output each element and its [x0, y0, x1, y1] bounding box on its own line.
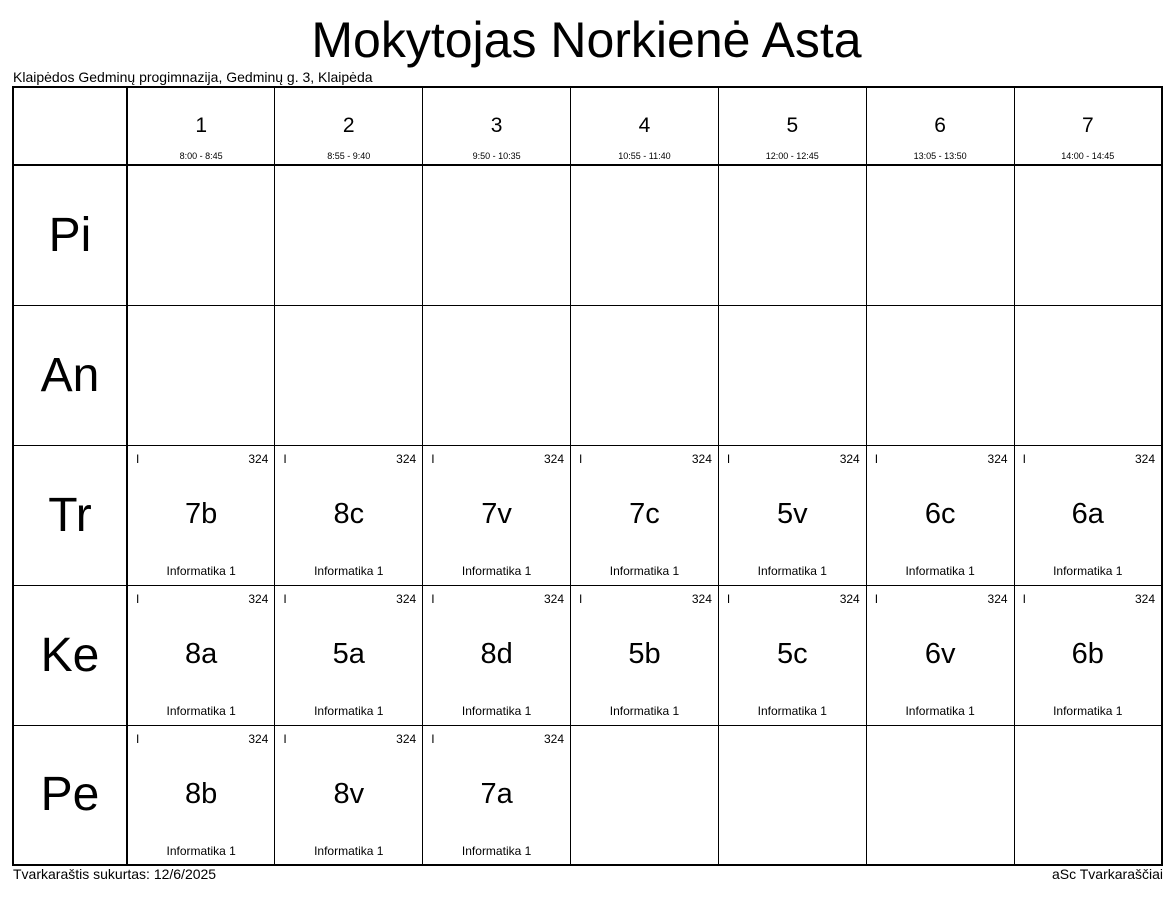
class-name: 7a — [480, 777, 513, 810]
day-label: Tr — [13, 445, 127, 585]
lesson-cell — [423, 445, 571, 585]
lesson-code: I — [579, 591, 583, 606]
class-name: 5b — [628, 637, 661, 670]
subject-name: Informatika 1 — [166, 843, 236, 858]
period-header — [718, 87, 866, 165]
day-row — [13, 725, 1162, 865]
class-name: 8b — [185, 777, 218, 810]
lesson-cell — [718, 445, 866, 585]
subject-name: Informatika 1 — [1053, 563, 1123, 578]
lesson-code: I — [1022, 451, 1026, 466]
lesson-code: I — [1022, 591, 1026, 606]
empty-cell — [718, 305, 866, 445]
subject-name: Informatika 1 — [905, 563, 975, 578]
class-name: 8v — [333, 777, 365, 810]
empty-cell — [1014, 725, 1162, 865]
lesson-code: I — [431, 591, 435, 606]
room-number: 324 — [396, 591, 417, 606]
day-row — [13, 305, 1162, 445]
created-date: Tvarkaraštis sukurtas: 12/6/2025 — [13, 866, 217, 882]
class-name: 7b — [185, 497, 218, 530]
subject-name: Informatika 1 — [905, 703, 975, 718]
subject-name: Informatika 1 — [609, 703, 680, 718]
period-header — [866, 87, 1014, 165]
class-name: 6v — [924, 637, 956, 670]
lesson-cell — [571, 585, 719, 725]
room-number: 324 — [544, 451, 565, 466]
day-label: Pe — [13, 725, 127, 865]
subject-name: Informatika 1 — [461, 843, 532, 858]
lesson-cell — [127, 725, 275, 865]
empty-cell — [866, 165, 1014, 305]
lesson-cell — [423, 725, 571, 865]
room-number: 324 — [839, 451, 860, 466]
empty-cell — [127, 305, 275, 445]
class-name: 8a — [185, 637, 218, 670]
room-number: 324 — [987, 591, 1008, 606]
lesson-code: I — [431, 731, 435, 746]
page-title: Mokytojas Norkienė Asta — [311, 12, 862, 68]
day-row — [13, 165, 1162, 305]
lesson-cell — [275, 445, 423, 585]
empty-cell — [718, 725, 866, 865]
day-label: Pi — [13, 165, 127, 305]
lesson-cell — [423, 585, 571, 725]
day-row — [13, 585, 1162, 725]
subject-name: Informatika 1 — [314, 563, 384, 578]
class-name: 8c — [333, 497, 365, 530]
period-header — [275, 87, 423, 165]
empty-cell — [423, 305, 571, 445]
period-number: 1 — [195, 114, 208, 137]
period-number: 5 — [786, 114, 799, 137]
room-number: 324 — [987, 451, 1008, 466]
period-time: 12:00 - 12:45 — [765, 151, 819, 161]
room-number: 324 — [248, 451, 269, 466]
subject-name: Informatika 1 — [461, 563, 532, 578]
room-number: 324 — [1134, 451, 1155, 466]
room-number: 324 — [396, 731, 417, 746]
class-name: 8d — [480, 637, 513, 670]
period-time: 9:50 - 10:35 — [472, 151, 521, 161]
lesson-code: I — [136, 731, 140, 746]
period-number: 7 — [1081, 114, 1094, 137]
room-number: 324 — [839, 591, 860, 606]
day-label: Ke — [13, 585, 127, 725]
lesson-cell — [718, 585, 866, 725]
period-time: 14:00 - 14:45 — [1061, 151, 1115, 161]
lesson-cell — [127, 585, 275, 725]
class-name: 7c — [629, 497, 660, 530]
period-header — [571, 87, 719, 165]
lesson-cell — [1014, 585, 1162, 725]
class-name: 5v — [776, 497, 808, 530]
subject-name: Informatika 1 — [757, 563, 827, 578]
lesson-code: I — [726, 451, 731, 466]
day-label: An — [13, 305, 127, 445]
lesson-code: I — [874, 591, 879, 606]
subject-name: Informatika 1 — [757, 703, 827, 718]
lesson-code: I — [283, 451, 287, 466]
empty-cell — [127, 165, 275, 305]
class-name: 6a — [1071, 497, 1104, 530]
period-header-row — [13, 87, 1162, 165]
empty-cell — [571, 305, 719, 445]
software-brand: aSc Tvarkaraščiai — [1051, 866, 1163, 882]
period-number: 6 — [934, 114, 946, 137]
lesson-code: I — [136, 451, 140, 466]
subject-name: Informatika 1 — [166, 703, 236, 718]
period-time: 8:55 - 9:40 — [327, 151, 371, 161]
lesson-cell — [127, 445, 275, 585]
empty-cell — [275, 305, 423, 445]
room-number: 324 — [691, 451, 712, 466]
room-number: 324 — [396, 451, 417, 466]
empty-cell — [718, 165, 866, 305]
period-time: 8:00 - 8:45 — [179, 151, 223, 161]
period-time: 13:05 - 13:50 — [913, 151, 967, 161]
room-number: 324 — [544, 731, 565, 746]
lesson-code: I — [283, 591, 287, 606]
period-header — [423, 87, 571, 165]
school-address: Klaipėdos Gedminų progimnazija, Gedminų g. 3, Klaipėda — [13, 69, 373, 85]
subject-name: Informatika 1 — [314, 843, 384, 858]
room-number: 324 — [544, 591, 565, 606]
period-header — [127, 87, 275, 165]
class-name: 5c — [776, 637, 808, 670]
lesson-code: I — [874, 451, 879, 466]
empty-cell — [423, 165, 571, 305]
lesson-cell — [866, 585, 1014, 725]
lesson-cell — [275, 725, 423, 865]
class-name: 5a — [332, 637, 365, 670]
empty-cell — [866, 725, 1014, 865]
period-number: 2 — [342, 114, 355, 137]
class-name: 7v — [481, 497, 512, 530]
empty-cell — [1014, 305, 1162, 445]
day-row — [13, 445, 1162, 585]
subject-name: Informatika 1 — [1053, 703, 1123, 718]
lesson-code: I — [726, 591, 731, 606]
corner-cell — [13, 87, 127, 165]
empty-cell — [1014, 165, 1162, 305]
empty-cell — [866, 305, 1014, 445]
class-name: 6b — [1071, 637, 1104, 670]
lesson-cell — [866, 445, 1014, 585]
period-number: 4 — [638, 114, 651, 137]
lesson-code: I — [579, 451, 583, 466]
period-number: 3 — [490, 114, 503, 137]
empty-cell — [571, 165, 719, 305]
room-number: 324 — [1134, 591, 1155, 606]
empty-cell — [275, 165, 423, 305]
room-number: 324 — [691, 591, 712, 606]
lesson-cell — [571, 445, 719, 585]
period-header — [1014, 87, 1162, 165]
subject-name: Informatika 1 — [314, 703, 384, 718]
lesson-code: I — [431, 451, 435, 466]
lesson-cell — [275, 585, 423, 725]
class-name: 6c — [924, 497, 956, 530]
room-number: 324 — [248, 731, 269, 746]
room-number: 324 — [248, 591, 269, 606]
lesson-code: I — [283, 731, 287, 746]
lesson-cell — [1014, 445, 1162, 585]
subject-name: Informatika 1 — [461, 703, 532, 718]
empty-cell — [571, 725, 719, 865]
timetable — [12, 86, 1163, 866]
subject-name: Informatika 1 — [166, 563, 236, 578]
subject-name: Informatika 1 — [609, 563, 680, 578]
lesson-code: I — [136, 591, 140, 606]
period-time: 10:55 - 11:40 — [618, 151, 671, 161]
